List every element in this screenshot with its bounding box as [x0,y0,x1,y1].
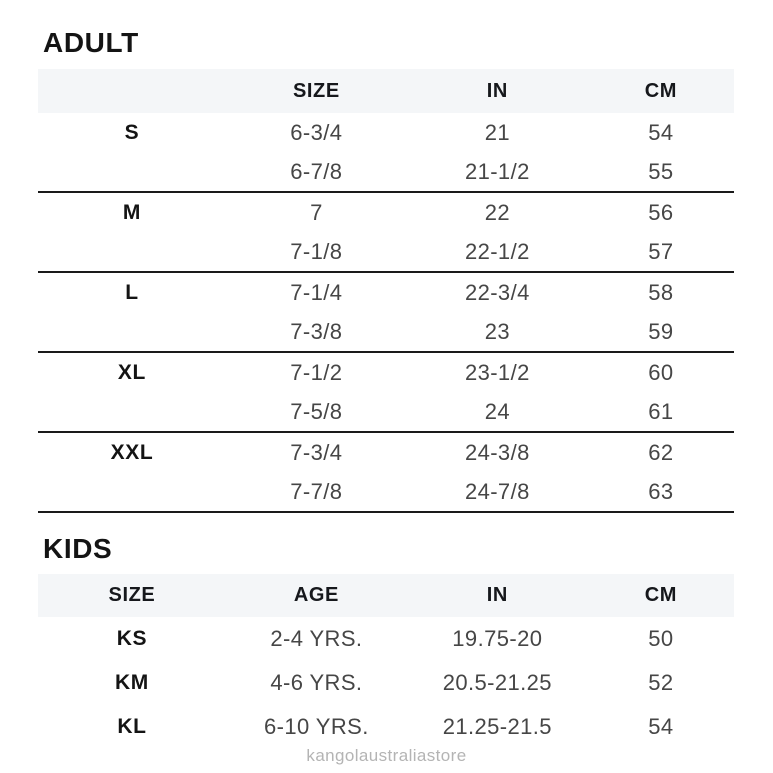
cm-value: 60 [648,359,674,385]
cm-value: 54 [648,714,674,739]
in-value: 23 [484,318,510,344]
adult-table-header-row [38,69,734,113]
kids-size-table [38,574,734,749]
store-watermark: kangolaustraliastore [306,746,467,765]
in-value: 22 [484,199,510,225]
size-label: XL [117,360,146,384]
in-value: 22-3/4 [464,279,530,305]
table-row [38,661,734,705]
table-row [38,193,734,232]
adult-size-table [38,69,734,513]
cm-value: 56 [648,199,674,225]
cm-value: 63 [648,478,674,504]
size-value: 7 [310,199,323,225]
kids-table-body [38,617,734,749]
cm-value: 55 [648,158,674,184]
size-label: M [122,200,141,224]
adult-header-cm: CM [644,79,678,102]
adult-header-in: IN [486,79,508,102]
table-row [38,472,734,511]
cm-value: 54 [648,119,674,145]
adult-size-group-xxl [38,433,734,513]
table-row [38,705,734,749]
in-value: 20.5-21.25 [442,670,552,695]
adult-size-group-s [38,113,734,193]
kids-section-title: KIDS [43,533,113,564]
cm-value: 61 [648,398,674,424]
table-row [38,392,734,431]
size-label: S [124,120,140,144]
table-row [38,113,734,152]
cm-value: 52 [648,670,674,695]
adult-size-group-m [38,193,734,273]
in-value: 23-1/2 [464,359,530,385]
table-row [38,273,734,312]
size-value: 7-1/8 [290,238,343,264]
in-value: 24-7/8 [464,478,530,504]
table-row [38,232,734,271]
age-value: 6-10 YRS. [264,714,369,739]
in-value: 24-3/8 [464,439,530,465]
table-row [38,353,734,392]
adult-table-body [38,113,734,513]
in-value: 21-1/2 [464,158,530,184]
table-row [38,152,734,191]
size-label: XXL [110,440,154,464]
size-value: 6-3/4 [290,119,343,145]
table-row [38,433,734,472]
cm-value: 58 [648,279,674,305]
size-value: 7-5/8 [290,398,343,424]
adult-size-group-xl [38,353,734,433]
size-value: 7-7/8 [290,478,343,504]
adult-header-size: SIZE [292,79,340,102]
kids-header-age: AGE [293,584,339,606]
table-row [38,312,734,351]
table-row [38,617,734,661]
cm-value: 50 [648,626,674,651]
kids-table-header-row [38,574,734,617]
in-value: 21.25-21.5 [442,714,552,739]
kids-header-in: IN [486,584,508,606]
age-value: 2-4 YRS. [270,626,363,651]
size-value: 7-3/8 [290,318,343,344]
size-value: 7-1/4 [290,279,343,305]
age-value: 4-6 YRS. [270,670,363,695]
size-value: 7-3/4 [290,439,343,465]
size-label: KS [116,627,148,650]
in-value: 22-1/2 [464,238,530,264]
kids-header-size: SIZE [108,584,156,606]
in-value: 21 [484,119,510,145]
cm-value: 57 [648,238,674,264]
in-value: 24 [484,398,510,424]
size-label: KM [115,671,149,694]
adult-size-group-l [38,273,734,353]
size-value: 7-1/2 [290,359,343,385]
cm-value: 59 [648,318,674,344]
in-value: 19.75-20 [452,626,543,651]
size-label: L [125,280,139,304]
cm-value: 62 [648,439,674,465]
kids-header-cm: CM [644,584,678,606]
adult-section-title: ADULT [43,27,139,58]
size-value: 6-7/8 [290,158,343,184]
size-label: KL [117,715,147,738]
